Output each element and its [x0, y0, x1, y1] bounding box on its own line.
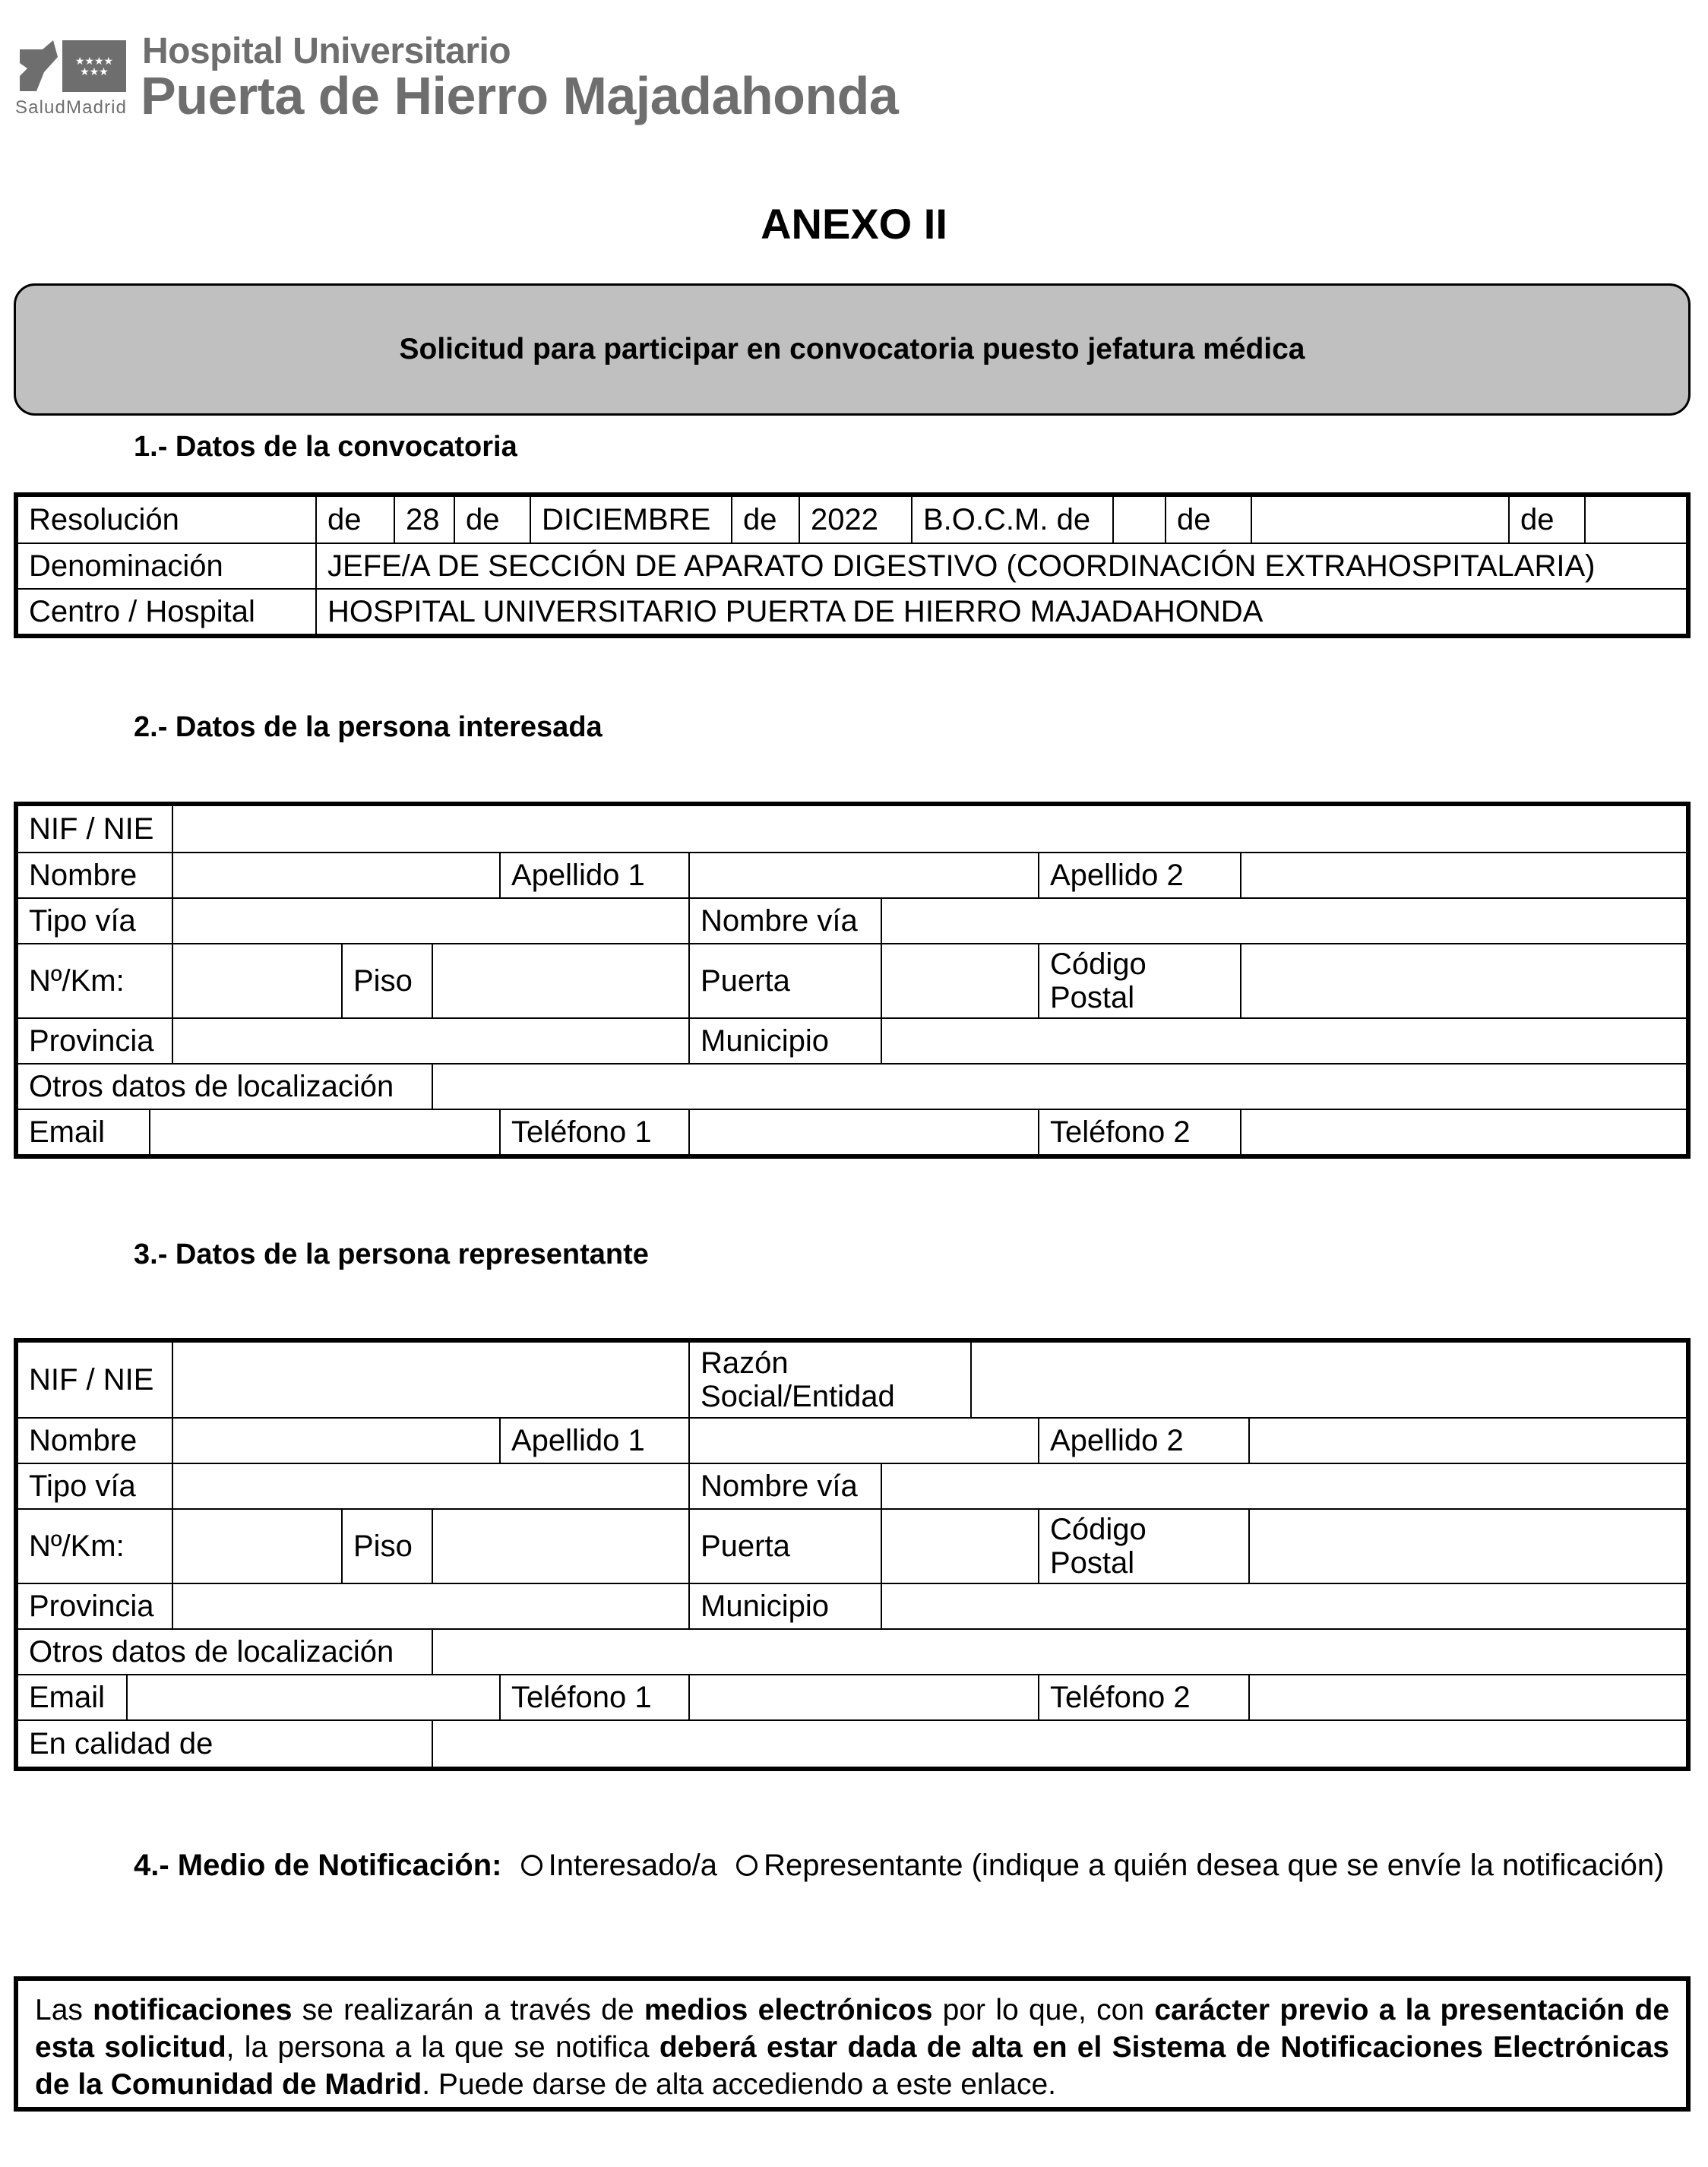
puerta-label: Puerta — [688, 944, 881, 1017]
telefono2-field[interactable] — [1240, 1110, 1686, 1154]
apellido2-label: Apellido 2 — [1038, 853, 1240, 897]
piso-label: Piso — [341, 944, 432, 1017]
notice-text: . Puede darse de alta accediendo a este enlace. — [422, 2068, 1056, 2101]
codigo-postal-text: Código Postal — [1050, 947, 1147, 1014]
codigo-postal-label — [1038, 944, 1240, 1017]
denominacion-label: Denominación — [29, 549, 223, 583]
table-row — [18, 806, 1686, 852]
section1-heading: 1.- Datos de la convocatoria — [134, 431, 517, 463]
table-row — [18, 1719, 1686, 1767]
table-row — [18, 543, 1686, 588]
bocm-label: B.O.C.M. de — [911, 497, 1112, 543]
svg-text:★★★★: ★★★★ — [74, 55, 114, 67]
bocm-year-field[interactable] — [1584, 497, 1686, 543]
otros-field[interactable] — [432, 1630, 1686, 1674]
num-field[interactable] — [172, 944, 341, 1017]
table-row — [18, 897, 1686, 943]
telefono2-label: Teléfono 2 — [1038, 1110, 1240, 1154]
nombre-field[interactable] — [172, 1419, 499, 1463]
table-row — [18, 1583, 1686, 1628]
radio-interesado[interactable] — [521, 1855, 542, 1876]
table-row — [18, 1463, 1686, 1508]
otros-field[interactable] — [432, 1065, 1686, 1109]
puerta-label: Puerta — [688, 1510, 881, 1583]
month-field[interactable]: DICIEMBRE — [530, 497, 731, 543]
radio-interesado-label: Interesado/a — [548, 1849, 717, 1882]
puerta-field[interactable] — [881, 944, 1038, 1017]
section2-heading: 2.- Datos de la persona interesada — [134, 711, 603, 743]
de-label: de — [315, 497, 394, 543]
table-row — [18, 588, 1686, 634]
provincia-field[interactable] — [172, 1019, 688, 1063]
nombre-via-label: Nombre vía — [688, 1464, 881, 1508]
table-row — [18, 852, 1686, 897]
municipio-label: Municipio — [688, 1584, 881, 1628]
num-label: Nº/Km: — [29, 964, 125, 998]
notice-bold: deberá estar dada de alta en el Sistema de Notificaciones Electrónicas de la Comunidad de Madrid — [35, 2031, 1669, 2101]
hospital-name-line1: Hospital Universitario — [142, 31, 511, 71]
representante-table — [14, 1338, 1691, 1771]
de-label: de — [1508, 497, 1584, 543]
nombre-field[interactable] — [172, 853, 499, 897]
razon-social-field[interactable] — [970, 1343, 1686, 1417]
table-row — [18, 1017, 1686, 1063]
municipio-label: Municipio — [688, 1019, 881, 1063]
apellido2-field[interactable] — [1240, 853, 1686, 897]
provincia-label: Provincia — [29, 1590, 154, 1623]
nif-label: NIF / NIE — [29, 812, 154, 846]
notice-text: se realizarán a través de — [292, 1994, 644, 2026]
de-label: de — [731, 497, 799, 543]
en-calidad-field[interactable] — [432, 1721, 1686, 1767]
notification-notice — [14, 1976, 1691, 2112]
telefono1-label: Teléfono 1 — [499, 1675, 688, 1719]
email-field[interactable] — [126, 1675, 499, 1719]
resolucion-label: Resolución — [29, 503, 179, 536]
telefono2-field[interactable] — [1248, 1675, 1686, 1719]
codigo-postal-text: Código Postal — [1050, 1513, 1147, 1580]
municipio-field[interactable] — [881, 1019, 1686, 1063]
apellido2-label: Apellido 2 — [1038, 1419, 1248, 1463]
year-field[interactable]: 2022 — [799, 497, 911, 543]
nombre-via-label: Nombre vía — [688, 899, 881, 943]
centro-field[interactable]: HOSPITAL UNIVERSITARIO PUERTA DE HIERRO MAJADAHONDA — [315, 590, 1686, 634]
table-row — [18, 1508, 1686, 1583]
table-row — [18, 1628, 1686, 1674]
notice-text: por lo que, con — [932, 1994, 1155, 2026]
apellido1-label: Apellido 1 — [499, 853, 688, 897]
form-banner — [14, 283, 1691, 416]
table-row — [18, 1674, 1686, 1719]
de-label: de — [454, 497, 530, 543]
section3-heading: 3.- Datos de la persona representante — [134, 1239, 649, 1270]
radio-representante[interactable] — [736, 1855, 758, 1876]
document-title: ANEXO II — [761, 200, 947, 248]
telefono2-label: Teléfono 2 — [1038, 1675, 1248, 1719]
form-banner-title: Solicitud para participar en convocatoria puesto jefatura médica — [399, 333, 1305, 365]
svg-text:★★★: ★★★ — [80, 65, 109, 78]
piso-label: Piso — [341, 1510, 432, 1583]
table-row — [18, 1063, 1686, 1109]
radio-representante-label: Representante (indique a quién desea que se envíe la notificación) — [764, 1849, 1665, 1882]
tipo-via-field[interactable] — [172, 899, 688, 943]
nombre-label: Nombre — [29, 859, 138, 892]
table-row — [18, 497, 1686, 543]
email-label: Email — [29, 1681, 106, 1714]
nombre-via-field[interactable] — [881, 899, 1686, 943]
otros-label: Otros datos de localización — [29, 1070, 394, 1103]
telefono1-label: Teléfono 1 — [499, 1110, 688, 1154]
codigo-postal-label — [1038, 1510, 1248, 1583]
tipo-via-label: Tipo vía — [29, 1469, 136, 1503]
section4-heading: 4.- Medio de Notificación: — [134, 1849, 502, 1882]
email-label: Email — [29, 1115, 106, 1149]
convocatoria-table — [14, 492, 1691, 638]
en-calidad-label: En calidad de — [29, 1727, 214, 1760]
table-row — [18, 1417, 1686, 1463]
tipo-via-label: Tipo vía — [29, 904, 136, 938]
num-label: Nº/Km: — [29, 1530, 125, 1563]
notice-bold: medios electrónicos — [644, 1994, 933, 2026]
table-row — [18, 943, 1686, 1017]
svg-text:SaludMadrid: SaludMadrid — [15, 97, 126, 118]
nif-field[interactable] — [172, 1343, 688, 1417]
apellido1-field[interactable] — [688, 853, 1038, 897]
bocm-day-field[interactable] — [1112, 497, 1165, 543]
notice-bold: carácter previo a la presentación de esta solicitud — [35, 1994, 1670, 2064]
table-row — [18, 1343, 1686, 1417]
bocm-month-field[interactable] — [1251, 497, 1508, 543]
piso-field[interactable] — [432, 944, 688, 1017]
municipio-field[interactable] — [881, 1584, 1686, 1628]
denominacion-field[interactable]: JEFE/A DE SECCIÓN DE APARATO DIGESTIVO (COORDINACIÓN EXTRAHOSPITALARIA) — [315, 544, 1686, 588]
interesada-table — [14, 802, 1691, 1159]
nif-label: NIF / NIE — [29, 1363, 154, 1397]
notice-bold: notificaciones — [93, 1994, 293, 2026]
day-field[interactable]: 28 — [394, 497, 454, 543]
razon-social-text: Razón Social/Entidad — [701, 1346, 895, 1413]
table-row — [18, 1109, 1686, 1154]
puerta-field[interactable] — [881, 1510, 1038, 1583]
notice-text: Las — [35, 1994, 93, 2026]
nif-field[interactable] — [172, 806, 1686, 852]
salud-madrid-logo — [14, 34, 128, 118]
email-field[interactable] — [149, 1110, 499, 1154]
telefono1-field[interactable] — [688, 1675, 1038, 1719]
hospital-name-line2: Puerta de Hierro Majadahonda — [141, 66, 899, 125]
codigo-postal-field[interactable] — [1240, 944, 1686, 1017]
de-label: de — [1165, 497, 1251, 543]
nombre-label: Nombre — [29, 1424, 138, 1457]
codigo-postal-field[interactable] — [1248, 1510, 1686, 1583]
razon-social-label — [688, 1343, 970, 1417]
centro-label: Centro / Hospital — [29, 595, 255, 628]
provincia-label: Provincia — [29, 1024, 154, 1058]
telefono1-field[interactable] — [688, 1110, 1038, 1154]
apellido1-field[interactable] — [688, 1419, 1038, 1463]
notice-text: , la persona a la que se notifica — [226, 2031, 659, 2064]
nombre-via-field[interactable] — [881, 1464, 1686, 1508]
notification-method — [134, 1846, 1684, 1884]
provincia-field[interactable] — [172, 1584, 688, 1628]
apellido2-field[interactable] — [1248, 1419, 1686, 1463]
apellido1-label: Apellido 1 — [499, 1419, 688, 1463]
tipo-via-field[interactable] — [172, 1464, 688, 1508]
otros-label: Otros datos de localización — [29, 1635, 394, 1669]
num-field[interactable] — [172, 1510, 341, 1583]
piso-field[interactable] — [432, 1510, 688, 1583]
